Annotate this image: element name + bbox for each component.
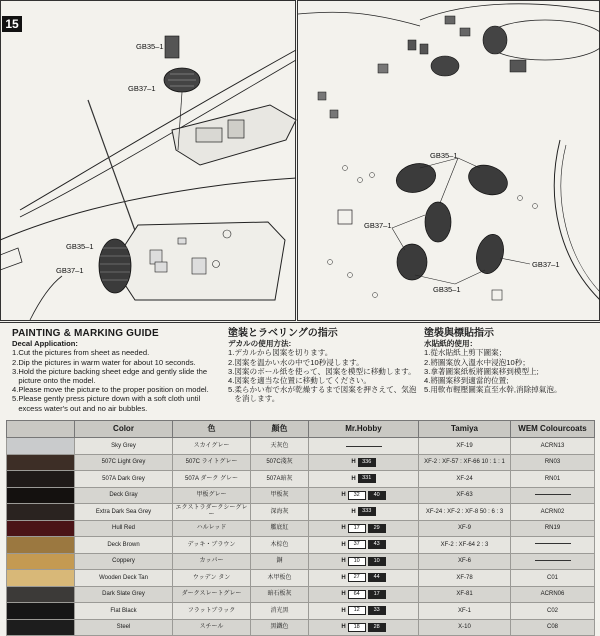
color-name-en: 507C Light Grey <box>75 454 173 471</box>
mrhobby-code-box: 10 <box>368 557 386 566</box>
color-name-jp: カッパー <box>173 553 251 570</box>
mrhobby-code-box: 18 <box>348 623 366 632</box>
guide-step-jp: 2.図案を温かい水の中で10秒浸します。 <box>228 357 364 367</box>
color-name-jp: スチール <box>173 619 251 636</box>
guide-step-cn: 5.用軟布輕壓圖案直至水幹,消除掉氣泡。 <box>424 385 562 395</box>
mrhobby-code-box: 28 <box>368 623 386 632</box>
tamiya-code: XF-78 <box>419 570 511 587</box>
color-name-jp: ウッデン タン <box>173 570 251 587</box>
guide-chinese <box>424 329 596 394</box>
mrhobby-code-box: 333 <box>358 507 376 516</box>
color-name-cn: 507C淺灰 <box>251 454 309 471</box>
mrhobby-code-box: 12 <box>348 606 366 615</box>
mrhobby-code-box: 17 <box>348 524 366 533</box>
color-name-cn: 銅 <box>251 553 309 570</box>
mrhobby-prefix: H <box>341 574 346 581</box>
color-name-en: Extra Dark Sea Grey <box>75 504 173 521</box>
color-swatch <box>7 487 75 504</box>
header-mrhobby: Mr.Hobby <box>309 421 419 438</box>
table-header-row <box>7 421 595 438</box>
color-name-en: Dark Slate Grey <box>75 586 173 603</box>
color-name-en: Coppery <box>75 553 173 570</box>
color-swatch <box>7 504 75 521</box>
guide-step-cn: 2.將圖案放入溫水中浸泡10秒； <box>424 357 530 367</box>
color-swatch <box>7 570 75 587</box>
tamiya-code: XF-2 : XF-64 2 : 3 <box>419 537 511 554</box>
color-name-en: Deck Brown <box>75 537 173 554</box>
color-name-jp: 507A ダーク グレー <box>173 471 251 488</box>
mrhobby-prefix: H <box>351 508 356 515</box>
color-table <box>6 420 595 636</box>
color-swatch <box>7 553 75 570</box>
tamiya-code: XF-9 <box>419 520 511 537</box>
mrhobby-code <box>309 537 419 554</box>
mrhobby-code <box>309 586 419 603</box>
callout-gb37-right: GB37–1 <box>532 260 560 269</box>
table-row <box>7 586 595 603</box>
color-swatch <box>7 603 75 620</box>
mrhobby-code-box: 44 <box>368 573 386 582</box>
color-name-en: 507A Dark Grey <box>75 471 173 488</box>
color-name-jp: 甲板グレー <box>173 487 251 504</box>
mrhobby-prefix: H <box>341 624 346 630</box>
wem-code: ACRN06 <box>511 586 595 603</box>
color-name-en: Wooden Deck Tan <box>75 570 173 587</box>
table-row <box>7 603 595 620</box>
guide-step-jp: を消します。 <box>228 394 280 404</box>
mrhobby-code <box>309 454 419 471</box>
table-row <box>7 471 595 488</box>
mrhobby-code <box>309 603 419 620</box>
wem-dash <box>535 543 571 544</box>
mrhobby-prefix: H <box>341 492 346 498</box>
guide-english <box>12 329 222 413</box>
painting-guide <box>0 322 600 423</box>
header-swatch <box>7 421 75 438</box>
mrhobby-prefix: H <box>341 558 346 564</box>
color-name-cn: 黑鐵色 <box>251 619 309 636</box>
tamiya-code: XF-2 : XF-57 : XF-66 10 : 1 : 1 <box>419 454 511 471</box>
color-name-cn: 甲板灰 <box>251 487 309 504</box>
mrhobby-code-box: 336 <box>358 458 376 467</box>
guide-step-en: 2.Dip the pictures in warm water for about 10 seconds. <box>12 357 196 367</box>
tamiya-code: XF-24 <box>419 471 511 488</box>
guide-subtitle-jp: デカルの使用方法: <box>228 339 292 349</box>
callout-gb37-left: GB37–1 <box>56 266 84 275</box>
mrhobby-code-box: 37 <box>348 540 366 549</box>
color-name-jp: デッキ・ブラウン <box>173 537 251 554</box>
table-row <box>7 570 595 587</box>
mrhobby-code <box>309 570 419 587</box>
mrhobby-dash <box>346 446 382 447</box>
table-row <box>7 553 595 570</box>
mrhobby-code-box: 32 <box>348 491 366 500</box>
wem-code: ACRN13 <box>511 438 595 455</box>
mrhobby-code <box>309 438 419 455</box>
wem-code: C01 <box>511 570 595 587</box>
mrhobby-code <box>309 619 419 636</box>
header-tamiya: Tamiya <box>419 421 511 438</box>
callout-gb35-left: GB35–1 <box>66 242 94 251</box>
color-swatch <box>7 619 75 636</box>
wem-code: RN03 <box>511 454 595 471</box>
color-name-cn: 消光黑 <box>251 603 309 620</box>
guide-title-en: PAINTING & MARKING GUIDE <box>12 328 159 339</box>
mrhobby-code-box: 40 <box>368 491 386 500</box>
color-swatch <box>7 520 75 537</box>
callout-gb35-right-bottom: GB35–1 <box>433 285 461 294</box>
color-swatch <box>7 438 75 455</box>
guide-japanese <box>228 329 423 404</box>
wem-code: ACRN02 <box>511 504 595 521</box>
color-name-en: Deck Gray <box>75 487 173 504</box>
wem-code: C08 <box>511 619 595 636</box>
callout-gb37-top: GB37–1 <box>128 84 156 93</box>
color-name-cn: 暗石板灰 <box>251 586 309 603</box>
guide-step-jp: 5.柔らかい布で水が乾燥するまで図案を押さえて、気泡 <box>228 385 417 395</box>
mrhobby-code <box>309 471 419 488</box>
color-name-cn: 木甲板色 <box>251 570 309 587</box>
guide-step-en: 3.Hold the picture backing sheet edge and gently slide the <box>12 366 208 376</box>
table-row <box>7 487 595 504</box>
mrhobby-code-box: 10 <box>348 557 366 566</box>
mrhobby-code-box: 29 <box>368 524 386 533</box>
mrhobby-code <box>309 504 419 521</box>
mrhobby-prefix: H <box>341 607 346 614</box>
wem-code <box>511 487 595 504</box>
mrhobby-prefix: H <box>341 591 346 597</box>
mrhobby-code-box: 17 <box>368 590 386 599</box>
color-name-en: Sky Grey <box>75 438 173 455</box>
mrhobby-code-box: 27 <box>348 573 366 582</box>
color-name-en: Flat Black <box>75 603 173 620</box>
guide-title-jp: 塗装とラベリングの指示 <box>228 328 338 339</box>
wem-code <box>511 553 595 570</box>
table-row <box>7 438 595 455</box>
guide-title-cn: 塗裝與標貼指示 <box>424 328 494 339</box>
mrhobby-prefix: H <box>351 475 356 482</box>
color-name-jp: スカイグレー <box>173 438 251 455</box>
guide-step-jp: 4.図案を適当な位置に移動してください。 <box>228 376 372 386</box>
color-name-jp: エクストラダークシーグレー <box>173 504 251 521</box>
wem-code: RN01 <box>511 471 595 488</box>
color-name-en: Steel <box>75 619 173 636</box>
mrhobby-prefix: H <box>341 541 346 548</box>
mrhobby-prefix: H <box>351 459 356 465</box>
header-wem: WEM Colourcoats <box>511 421 595 438</box>
tamiya-code: XF-81 <box>419 586 511 603</box>
mrhobby-code-box: 331 <box>358 474 376 483</box>
wem-code <box>511 537 595 554</box>
color-name-cn: 深海灰 <box>251 504 309 521</box>
wem-code: RN19 <box>511 520 595 537</box>
mrhobby-code <box>309 487 419 504</box>
color-name-jp: フラットブラック <box>173 603 251 620</box>
table-row <box>7 520 595 537</box>
mrhobby-code-box: 33 <box>368 606 386 615</box>
guide-subtitle-en: Decal Application: <box>12 339 78 349</box>
mrhobby-code <box>309 520 419 537</box>
tamiya-code: XF-63 <box>419 487 511 504</box>
table-row <box>7 454 595 471</box>
color-name-cn: 艦底紅 <box>251 520 309 537</box>
color-swatch <box>7 586 75 603</box>
color-swatch <box>7 454 75 471</box>
header-color-jp: 色 <box>173 421 251 438</box>
callout-gb35-right-top: GB35–1 <box>430 151 458 160</box>
guide-step-en: 5.Please gently press picture down with a soft cloth until <box>12 394 201 404</box>
guide-step-cn: 1.從水貼紙上剪下圖案； <box>424 348 507 358</box>
color-swatch <box>7 537 75 554</box>
mrhobby-code <box>309 553 419 570</box>
guide-step-en: picture onto the model. <box>12 376 96 386</box>
table-row <box>7 619 595 636</box>
tamiya-code: XF-1 <box>419 603 511 620</box>
color-name-cn: 木棕色 <box>251 537 309 554</box>
header-color-cn: 顏色 <box>251 421 309 438</box>
color-name-cn: 天灰色 <box>251 438 309 455</box>
mrhobby-code-box: 64 <box>348 590 366 599</box>
header-color-en: Color <box>75 421 173 438</box>
color-name-en: Hull Red <box>75 520 173 537</box>
wem-dash <box>535 494 571 495</box>
color-swatch <box>7 471 75 488</box>
table-row <box>7 537 595 554</box>
tamiya-code: XF-19 <box>419 438 511 455</box>
color-name-jp: ダークスレートグレー <box>173 586 251 603</box>
guide-step-en: 1.Cut the pictures from sheet as needed. <box>12 348 150 358</box>
mrhobby-prefix: H <box>341 525 346 531</box>
color-name-jp: ハルレッド <box>173 520 251 537</box>
wem-code: C02 <box>511 603 595 620</box>
color-name-cn: 507A暗灰 <box>251 471 309 488</box>
tamiya-code: XF-6 <box>419 553 511 570</box>
guide-subtitle-cn: 水貼紙的使用： <box>424 339 478 349</box>
guide-step-jp: 1.デカルから図案を切ります。 <box>228 348 333 358</box>
color-table-body <box>7 438 595 636</box>
wem-dash <box>535 560 571 561</box>
color-name-jp: 507C ライトグレー <box>173 454 251 471</box>
tamiya-code: XF-24 : XF-2 : XF-8 50 : 6 : 3 <box>419 504 511 521</box>
step-number: 15 <box>2 16 22 32</box>
guide-step-en: 4.Please move the picture to the proper position on model. <box>12 385 209 395</box>
guide-step-cn: 4.將圖案移到適當的位置; <box>424 376 509 386</box>
table-row <box>7 504 595 521</box>
guide-step-cn: 3.拿著圖案紙板將圖案移到模型上; <box>424 366 539 376</box>
guide-step-jp: 3.図案のボール紙を使って、図案を模型に移動します。 <box>228 366 416 376</box>
guide-step-en: excess water's out and no air bubbles. <box>12 403 148 413</box>
callout-gb35-top: GB35–1 <box>136 42 164 51</box>
mrhobby-code-box: 43 <box>368 540 386 549</box>
tamiya-code: X-10 <box>419 619 511 636</box>
callout-gb37-right-left: GB37–1 <box>364 221 392 230</box>
